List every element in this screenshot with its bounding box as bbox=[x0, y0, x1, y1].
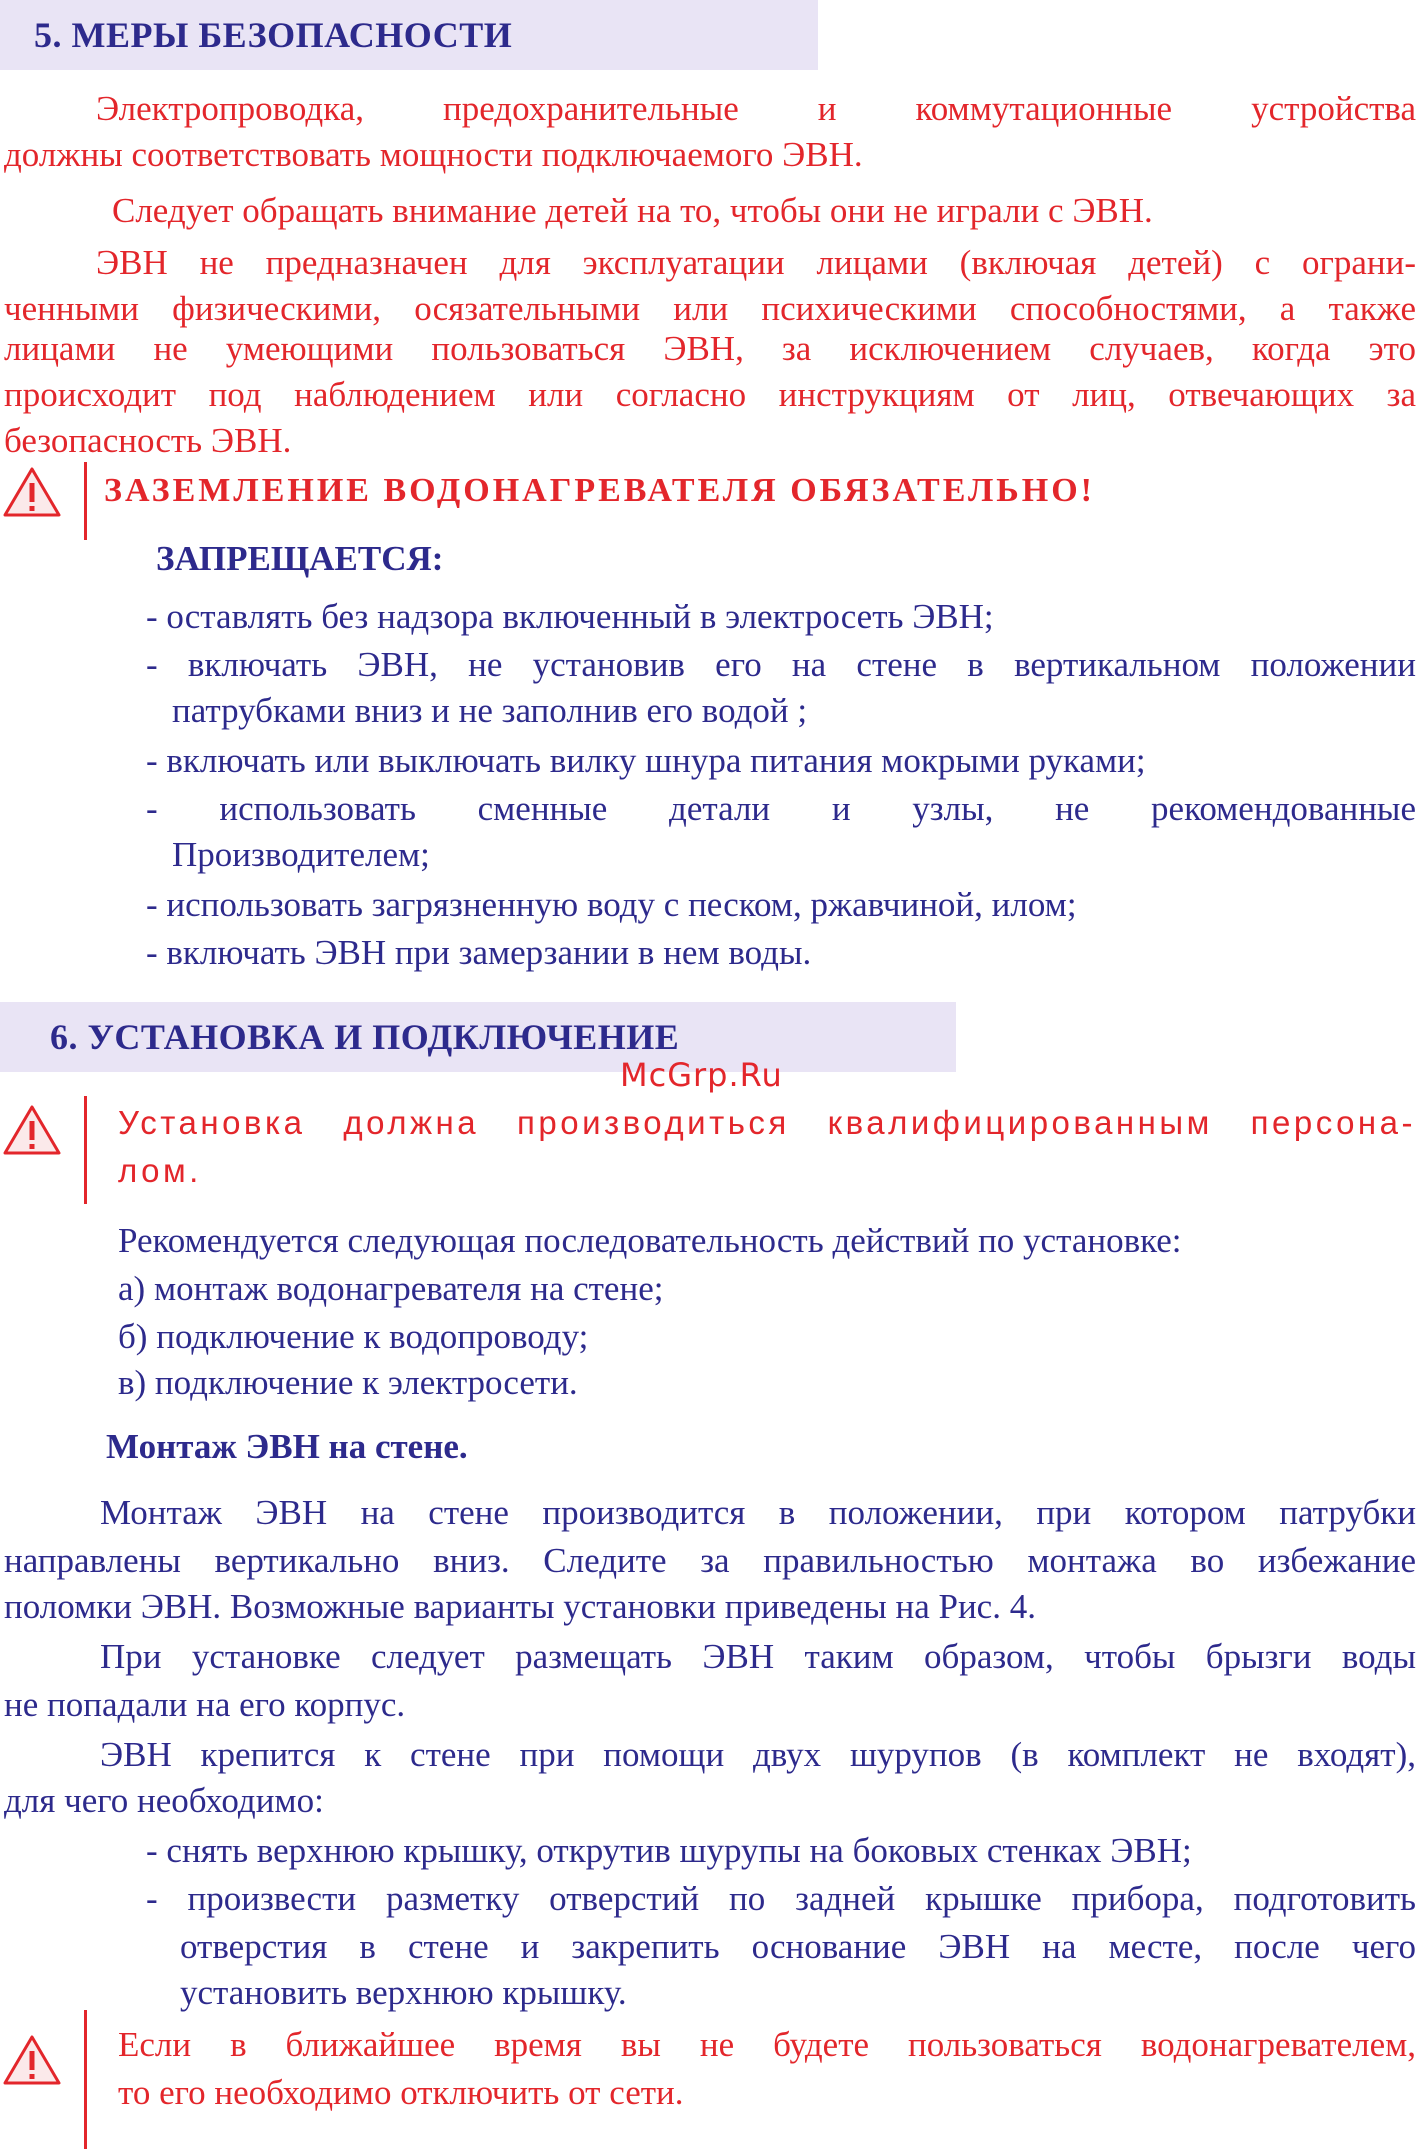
watermark-text: McGrp.Ru bbox=[620, 1056, 783, 1094]
warning-triangle-icon bbox=[2, 2034, 62, 2086]
p3-line3: лицами не умеющими пользоваться ЭВН, за исключением случаев, когда это bbox=[4, 329, 1416, 368]
forbidden-item-1: - оставлять без надзора включенный в электросеть ЭВН; bbox=[146, 597, 994, 636]
forbidden-item-4-line2: Производителем; bbox=[172, 835, 430, 874]
step-c: в) подключение к электросети. bbox=[118, 1363, 578, 1402]
mount-p1-line2: направлены вертикально вниз. Следите за правильностью монтажа во избежание bbox=[4, 1541, 1416, 1580]
mount-step-2-line2: отверстия в стене и закрепить основание ЭВН на месте, после чего bbox=[180, 1927, 1416, 1966]
warning-triangle-icon bbox=[2, 466, 62, 518]
p3-line4: происходит под наблюдением или согласно инструкциям от лиц, отвечающих за bbox=[4, 375, 1416, 414]
step-a: а) монтаж водонагревателя на стене; bbox=[118, 1269, 664, 1308]
warning-bar bbox=[84, 2010, 87, 2149]
forbidden-title: ЗАПРЕЩАЕТСЯ: bbox=[156, 539, 444, 578]
forbidden-item-4-line1: - использовать сменные детали и узлы, не рекомендованные bbox=[146, 789, 1416, 828]
mount-p1-line3: поломки ЭВН. Возможные варианты установки приведены на Рис. 4. bbox=[4, 1587, 1036, 1626]
install-warning-line2: лом. bbox=[118, 1152, 202, 1189]
p3-line2: ченными физическими, осязательными или психическими способностями, а также bbox=[4, 289, 1416, 328]
section-5-title: 5. МЕРЫ БЕЗОПАСНОСТИ bbox=[34, 15, 513, 55]
mount-step-2-line1: - произвести разметку отверстий по задней крышке прибора, подготовить bbox=[146, 1879, 1416, 1918]
mount-p2-line1: При установке следует размещать ЭВН таким образом, чтобы брызги воды bbox=[100, 1637, 1416, 1676]
step-b: б) подключение к водопроводу; bbox=[118, 1317, 589, 1356]
disconnect-warning-line1: Если в ближайшее время вы не будете пользоваться водонагревателем, bbox=[118, 2025, 1416, 2064]
section-6-title: 6. УСТАНОВКА И ПОДКЛЮЧЕНИЕ bbox=[50, 1017, 680, 1057]
warning-bar bbox=[84, 1096, 87, 1204]
warning-bar bbox=[84, 462, 87, 540]
p2-line: Следует обращать внимание детей на то, чтобы они не играли с ЭВН. bbox=[112, 191, 1153, 230]
grounding-warning: ЗАЗЕМЛЕНИЕ ВОДОНАГРЕВАТЕЛЯ ОБЯЗАТЕЛЬНО! bbox=[104, 472, 1095, 509]
section-6-banner bbox=[0, 1002, 956, 1072]
forbidden-item-2-line1: - включать ЭВН, не установив его на стене в вертикальном положении bbox=[146, 645, 1416, 684]
p1-line2: должны соответствовать мощности подключаемого ЭВН. bbox=[4, 135, 863, 174]
p1-line1: Электропроводка, предохранительные и коммутационные устройства bbox=[96, 89, 1416, 128]
mount-title: Монтаж ЭВН на стене. bbox=[106, 1427, 468, 1466]
mount-p2-line2: не попадали на его корпус. bbox=[4, 1685, 406, 1724]
forbidden-item-6: - включать ЭВН при замерзании в нем воды. bbox=[146, 933, 812, 972]
warning-triangle-icon bbox=[2, 1104, 62, 1156]
recommended-sequence: Рекомендуется следующая последовательность действий по установке: bbox=[118, 1221, 1182, 1260]
mount-step-1: - снять верхнюю крышку, открутив шурупы на боковых стенках ЭВН; bbox=[146, 1831, 1192, 1870]
mount-p1-line1: Монтаж ЭВН на стене производится в положении, при котором патрубки bbox=[100, 1493, 1416, 1532]
mount-p3-line1: ЭВН крепится к стене при помощи двух шурупов (в комплект не входят), bbox=[100, 1735, 1416, 1774]
install-warning-line1: Установка должна производиться квалифицированным персона- bbox=[118, 1104, 1416, 1141]
p3-line1: ЭВН не предназначен для эксплуатации лицами (включая детей) с ограни- bbox=[96, 243, 1416, 282]
forbidden-item-3: - включать или выключать вилку шнура питания мокрыми руками; bbox=[146, 741, 1146, 780]
p3-line5: безопасность ЭВН. bbox=[4, 421, 292, 460]
mount-p3-line2: для чего необходимо: bbox=[4, 1781, 324, 1820]
section-5-banner bbox=[0, 0, 818, 70]
forbidden-item-2-line2: патрубками вниз и не заполнив его водой ; bbox=[172, 691, 808, 730]
disconnect-warning-line2: то его необходимо отключить от сети. bbox=[118, 2073, 684, 2112]
forbidden-item-5: - использовать загрязненную воду с песком, ржавчиной, илом; bbox=[146, 885, 1077, 924]
mount-step-2-line3: установить верхнюю крышку. bbox=[180, 1973, 627, 2012]
